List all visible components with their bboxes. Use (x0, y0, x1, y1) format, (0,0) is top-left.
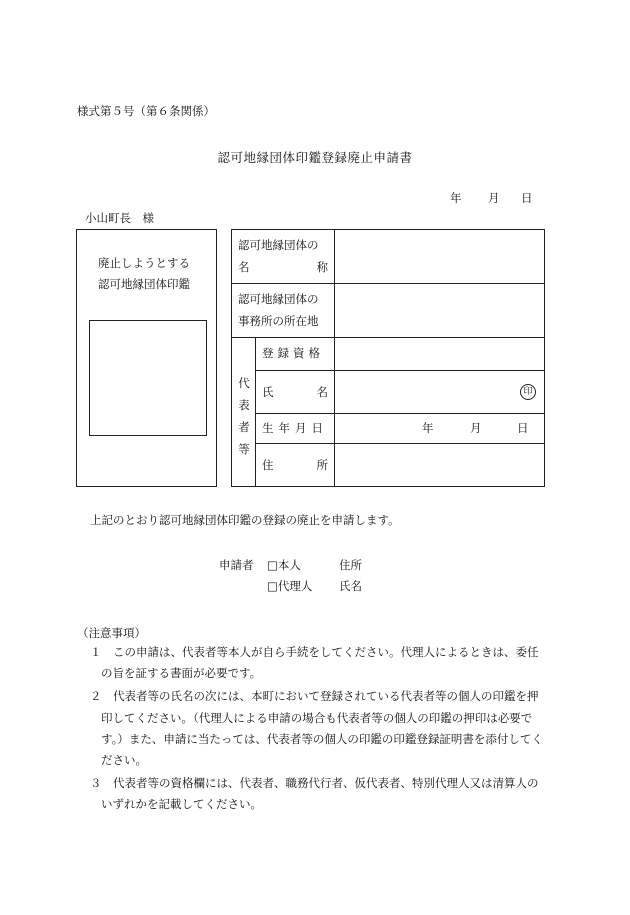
seal-impression-area (89, 320, 207, 436)
date-month: 月 (488, 191, 500, 205)
name-field[interactable] (335, 371, 515, 412)
self-checkbox[interactable]: □本人 (267, 558, 301, 572)
note-2-line1: ２ 代表者等の氏名の次には、本町において登録されている代表者等の個人の印鑑を押 (90, 689, 539, 703)
note-2-line3: す。）また、申請に当たっては、代表者等の個人の印鑑の印鑑登録証明書を添付してく (101, 732, 543, 746)
form-number: 様式第５号（第６条関係） (77, 104, 215, 118)
org-address-label-line2: 事務所の所在地 (238, 314, 319, 328)
note-2-line4: ださい。 (101, 753, 147, 767)
seal-box-label-line1: 廃止しようとする (98, 256, 190, 270)
birthdate-label: 生年月日 (262, 421, 328, 435)
birth-year-label: 年 (422, 421, 434, 435)
date-day: 日 (521, 191, 533, 205)
proxy-checkbox[interactable]: □代理人 (267, 579, 313, 593)
note-1-line1: １ この申請は、代表者等本人が自ら手続をしてください。代理人によるときは、委任 (90, 645, 539, 659)
seal-mark-icon: 印 (520, 384, 536, 400)
addressee: 小山町長 様 (85, 211, 154, 225)
birth-month-label: 月 (470, 421, 482, 435)
org-name-label-line1: 認可地縁団体の (238, 238, 319, 252)
note-1-line2: の旨を証する書面が必要です。 (101, 666, 262, 680)
note-2-line2: 印してください。（代理人による申請の場合も代表者等の個人の印鑑の押印は必要で (101, 711, 533, 725)
org-name-label-line2: 名 称 (238, 260, 328, 274)
application-statement: 上記のとおり認可地縁団体印鑑の登録の廃止を申請します。 (90, 513, 400, 527)
applicant-name-label: 氏名 (339, 579, 362, 593)
rep-address-label: 住 所 (262, 458, 328, 472)
name-label: 氏 名 (262, 385, 328, 399)
org-address-label-line1: 認可地縁団体の (238, 292, 319, 306)
applicant-label: 申請者 (219, 558, 254, 572)
qualification-field[interactable] (335, 338, 544, 369)
page-title: 認可地縁団体印鑑登録廃止申請書 (217, 150, 413, 165)
seal-box-label-line2: 認可地縁団体印鑑 (98, 277, 190, 291)
qualification-label: 登録資格 (262, 346, 324, 360)
representative-group-label: 代 表 者 等 (238, 376, 250, 456)
org-name-field[interactable] (335, 230, 544, 282)
date-year: 年 (450, 191, 462, 205)
note-3-line2: いずれかを記載してください。 (101, 797, 262, 811)
applicant-address-label: 住所 (339, 558, 362, 572)
birth-day-label: 日 (517, 421, 529, 435)
notes-heading: （注意事項） (77, 626, 146, 640)
rep-address-field[interactable] (335, 444, 544, 486)
note-3-line1: ３ 代表者等の資格欄には、代表者、職務代行者、仮代表者、特別代理人又は清算人の (90, 776, 539, 790)
org-address-field[interactable] (335, 284, 544, 336)
